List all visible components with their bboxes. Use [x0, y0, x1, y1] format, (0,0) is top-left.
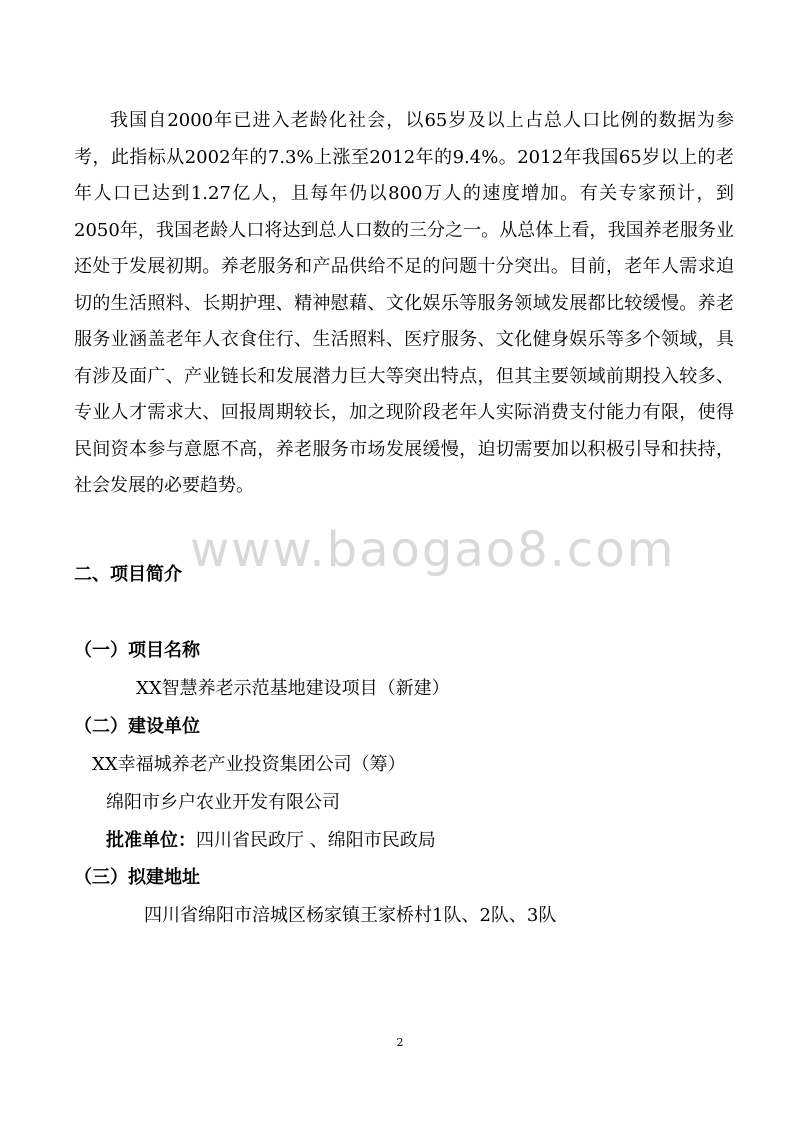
section-title: 二、项目简介	[74, 564, 182, 585]
site-value: 四川省绵阳市涪城区杨家镇王家桥村1队、2队、3队	[144, 905, 557, 926]
project-name-value: XX智慧养老示范基地建设项目（新建）	[136, 678, 450, 699]
construction-unit-heading: （二）建设单位	[74, 716, 200, 737]
approval-unit	[106, 826, 436, 852]
approval-unit-value: 四川省民政厅 、绵阳市民政局	[196, 830, 436, 851]
intro-paragraph: 我国自2000年已进入老龄化社会，以65岁及以上占总人口比例的数据为参考，此指标从2002年的7.3%上涨至2012年的9.4%。2012年我国65岁以上的老年人口已达到1.27亿人，且每年仍以800万人的速度增加。有关专家预计，到2050年，我国老龄人口将达到总人口数的三分之一。从总体上看，我国养老服务业还处于发展初期。养老服务和产品供给不足的问题十分突出。目前，老年人需求迫切的生活照料、长期护理、精神慰藉、文化娱乐等服务领域发展都比较缓慢。养老服务业涵盖老年人衣食住行、生活照料、医疗服务、文化健身娱乐等多个领域，具有涉及面广、产业链长和发展潜力巨大等突出特点，但其主要领域前期投入较多、专业人才需求大、回报周期较长，加之现阶段老年人实际消费支付能力有限，使得民间资本参与意愿不高，养老服务市场发展缓慢，迫切需要加以积极引导和扶持，社会发展的必要趋势。	[74, 110, 734, 496]
watermark: www.baogao8.com	[190, 522, 676, 578]
page-number: 2	[396, 1036, 404, 1049]
site-heading: （三）拟建地址	[74, 867, 200, 888]
approval-unit-label: 批准单位：	[106, 830, 196, 851]
construction-unit-1: XX幸福城养老产业投资集团公司（筹）	[92, 754, 406, 775]
project-name-heading: （一）项目名称	[74, 640, 200, 661]
construction-unit-2: 绵阳市乡户农业开发有限公司	[106, 792, 340, 813]
